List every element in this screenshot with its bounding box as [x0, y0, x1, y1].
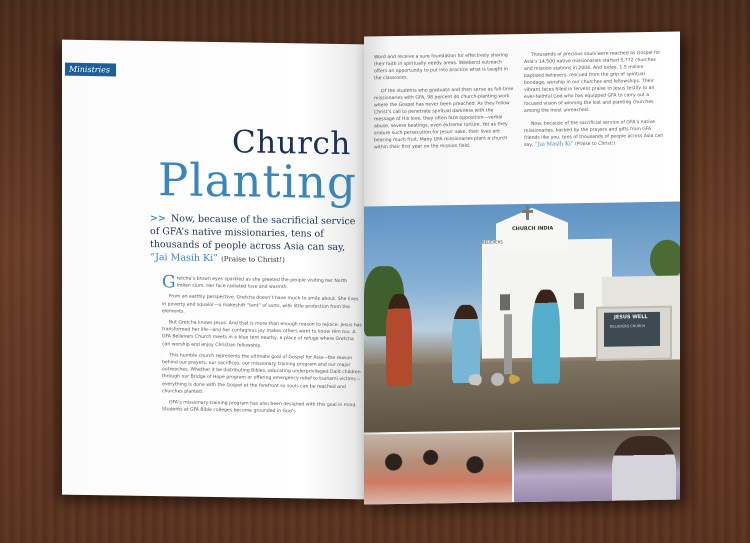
- lead-text: Now, because of the sacrificial service of GFA’s native missionaries, tens of thousands of people across Asia can say,: [150, 213, 356, 254]
- right-column-2: [524, 50, 664, 155]
- body-paragraph: Thousands of precious souls were reached as Gospel for Asia’s 14,500 native missionaries started 5,772 churches and mission stations in 2004. And today, 1.5 million baptized believers, rescued from the grip of spiritual bondage, worship in our churches and fellowships. Their vibrant faces filled in fervent praise to Jesus testify to an ever-faithful God who has equipped GFA to carry out a focused vision of winning the lost and planting churches among the most unreached.: [524, 50, 661, 114]
- plaque-text: BELIEVERS CHURCH: [610, 324, 646, 329]
- drop-cap: G: [162, 272, 176, 293]
- cross-icon: [526, 206, 529, 220]
- woman-figure: [452, 305, 480, 383]
- church-sign-small: BELIEVERS: [482, 239, 503, 245]
- man-figure: [612, 436, 676, 505]
- lead-note: (Praise to Christ!): [221, 255, 285, 265]
- window: [574, 293, 584, 309]
- woman-figure: [386, 294, 412, 386]
- lead-paragraph: [150, 212, 360, 268]
- closing-note: (Praise to Christ!): [574, 141, 616, 148]
- photo-jesus-well: [364, 202, 680, 433]
- lead-arrow: >>: [150, 213, 166, 225]
- title-line-1: Church: [232, 124, 351, 163]
- body-paragraph: Of the students who graduate and then serve as full-time missionaries with GFA, 98 percent do church-planting work where the Gospel has never been preached. As they follow Christ’s call to penetrate spiritual darkness with the message of His love, they often face opposition—verbal abuse, severe beatings, even extreme torture. Yet as they endure such persecution for Jesus’ sake, their lives are bearing much fruit. Many GFA missionaries plant a church within their first year on the mission field.: [374, 87, 514, 151]
- church-sign: CHURCH INDIA: [512, 225, 554, 233]
- left-page: [62, 40, 364, 500]
- photo-crowd: [364, 432, 512, 504]
- woman-figure: [532, 289, 560, 383]
- water-pump: [504, 314, 512, 374]
- body-paragraph: But Gretcha knows Jesus. And that is more than enough reason to rejoice. Jesus has transformed her life—and her contagious joy makes others want to know Him too. A GFA Believers Church meets in a blue tent nearby, a place of refuge where Gretcha can worship and enjoy Christian fellowship.: [162, 320, 362, 349]
- section-tag: Ministries: [65, 63, 116, 77]
- tree-shape: [650, 239, 680, 280]
- right-column-1: [374, 52, 514, 157]
- plaque-title: JESUS WELL: [614, 314, 648, 321]
- window: [500, 294, 510, 310]
- body-paragraph: This humble church represents the ultimate goal of Gospel for Asia—the reason behind our prayers, our sacrifices, our missionary training program and our major outreaches. Whether it be distributing Bibles, educating underprivileged Dalit children through our Bridge of Hope program or offering emergency relief to tsunami victims—everything is done with the Gospel at the forefront so souls can be reached and churches planted.: [162, 353, 361, 395]
- title-line-2: Planting: [158, 153, 357, 210]
- photo-congregation: [514, 430, 680, 505]
- closing-paragraph: Now, because of the sacrificial service of GFA’s native missionaries, backed by the prayers and gifts from GFA friends like you, tens of thousands of people across Asia can say, “Jai Masih Ki” (Praise to Christ!): [524, 119, 664, 148]
- body-paragraph: Gretcha’s brown eyes sparkled as she greeted the people visiting her North Indian slum. Her face radiated love and warmth.: [162, 272, 348, 293]
- left-body-column: [162, 272, 362, 421]
- closing-quote: “Jai Masih Ki”: [534, 141, 574, 148]
- body-paragraph: Word and receive a sure foundation for effectively sharing their faith in spiritually needy areas. Weekend outreach offers an opportunity to put into practice what is taught in the classroom.: [374, 53, 509, 82]
- body-paragraph: From an earthly perspective, Gretcha doesn’t have much to smile about. She lives in poverty and squalor—a makeshift “tent” of sorts, with little protection from the elements.: [162, 294, 359, 315]
- right-page: [364, 32, 680, 505]
- lead-quote: “Jai Masih Ki”: [150, 252, 219, 265]
- body-paragraph: GFA’s missionary-training program has also been designed with this goal in mind. Students at GFA Bible colleges become grounded in God’s: [162, 400, 357, 415]
